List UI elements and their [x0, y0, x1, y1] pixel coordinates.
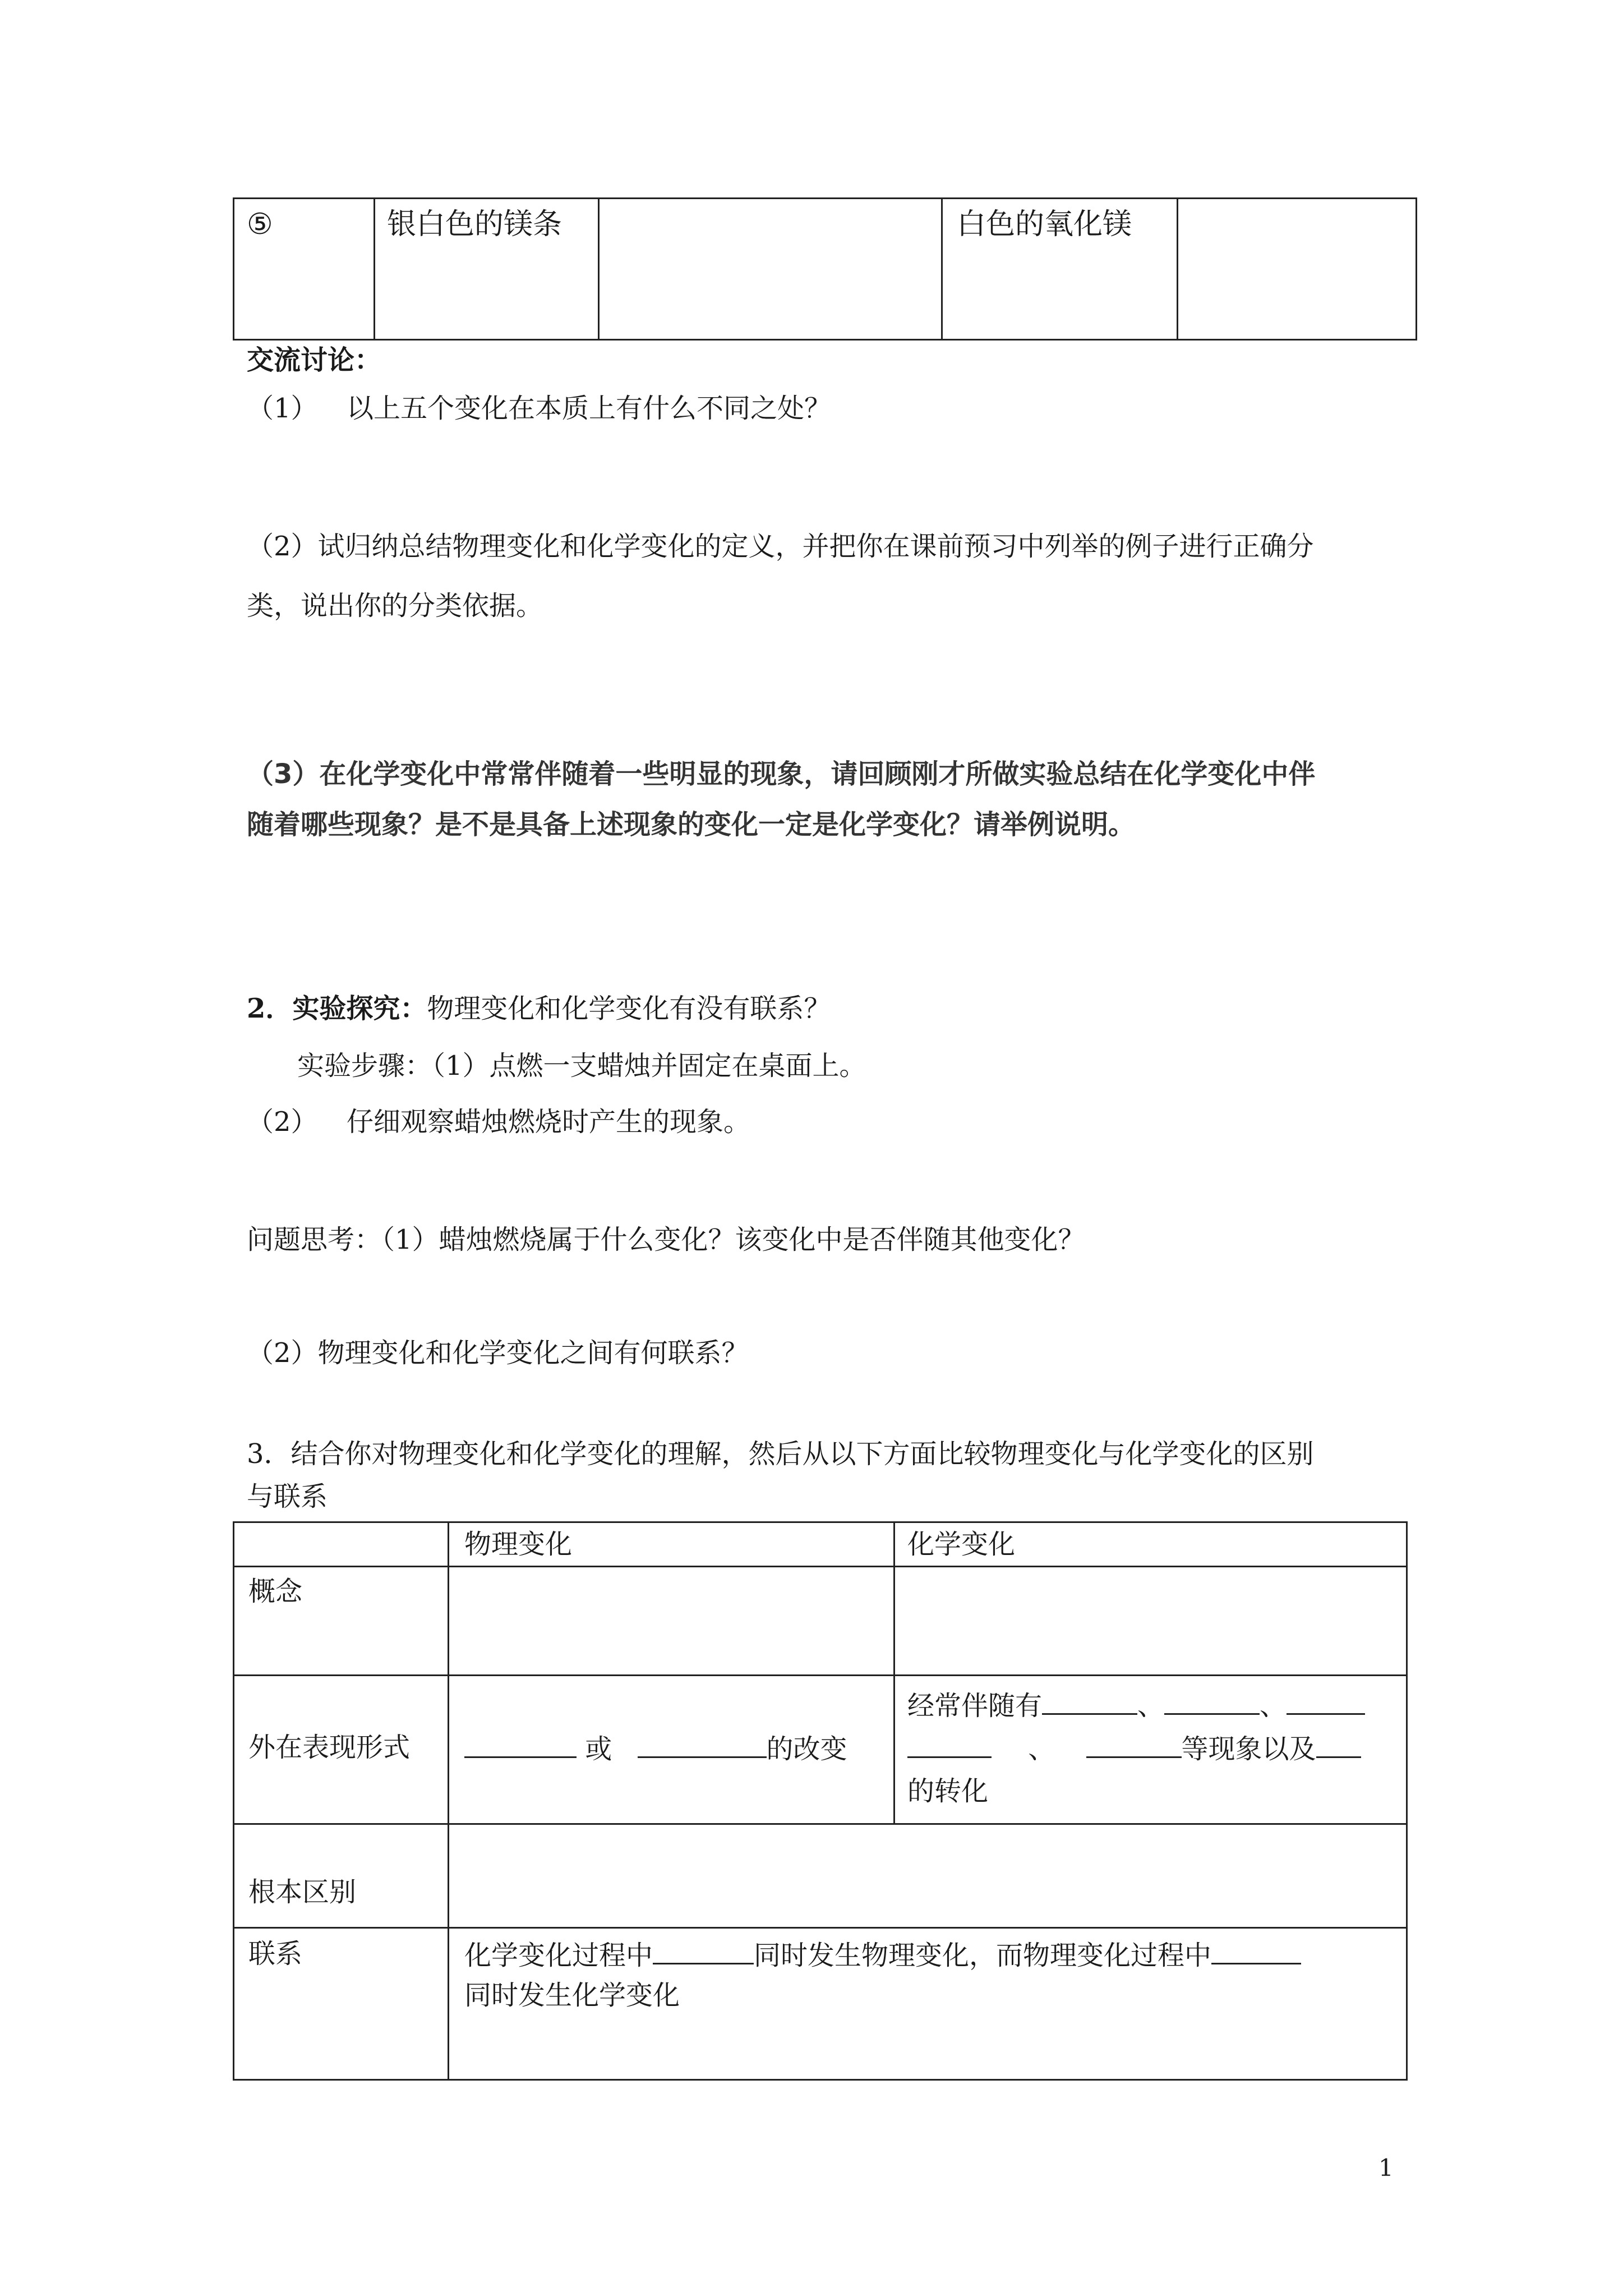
chemical-form-line-1	[907, 1687, 1365, 1723]
table-column-divider	[374, 199, 375, 339]
table-row-divider	[234, 1674, 1406, 1676]
section-2-title: 物理变化和化学变化有没有联系？	[427, 993, 831, 1024]
relation-part-1: 化学变化过程中	[464, 1940, 653, 1971]
row-label-difference: 根本区别	[248, 1876, 357, 1908]
fill-blank[interactable]	[638, 1731, 767, 1758]
separator: 、	[1260, 1690, 1287, 1722]
question-3-line-2: 随着哪些现象？是不是具备上述现象的变化一定是化学变化？请举例说明。	[247, 809, 1136, 840]
comparison-table	[233, 1521, 1408, 2081]
think-question-1: 问题思考：（1）蜡烛燃烧属于什么变化？该变化中是否伴随其他变化？	[247, 1224, 1085, 1255]
fill-blank[interactable]	[653, 1937, 754, 1964]
fill-blank[interactable]	[1164, 1687, 1260, 1715]
separator: 、	[1028, 1733, 1055, 1765]
table-column-divider	[893, 1523, 895, 1823]
page-number: 1	[1378, 2154, 1394, 2182]
fill-blank[interactable]	[1287, 1687, 1365, 1715]
question-3-line-1: （3）在化学变化中常常伴随着一些明显的现象，请回顾刚才所做实验总结在化学变化中伴	[247, 758, 1316, 790]
form-or: 或	[585, 1733, 612, 1765]
table-column-divider	[448, 1523, 449, 2079]
fill-blank[interactable]	[1086, 1731, 1182, 1758]
question-2-line-2: 类，说出你的分类依据。	[247, 590, 543, 622]
fill-blank[interactable]	[1211, 1937, 1301, 1964]
row-label-relation: 联系	[248, 1938, 303, 1970]
question-1-number: （1）	[247, 393, 318, 424]
section-3-intro-line-1: 3．结合你对物理变化和化学变化的理解，然后从以下方面比较物理变化与化学变化的区别	[247, 1438, 1314, 1470]
section-3-intro-line-2: 与联系	[247, 1481, 328, 1512]
chemical-form-line-3: 的转化	[907, 1775, 989, 1807]
fill-blank[interactable]	[907, 1731, 992, 1758]
chem-form-prefix: 经常伴随有	[907, 1690, 1043, 1722]
fill-blank[interactable]	[1042, 1687, 1137, 1715]
separator: 、	[1137, 1690, 1165, 1722]
row-label-concept: 概念	[248, 1576, 303, 1607]
fill-blank[interactable]	[1316, 1731, 1361, 1758]
substance-cell: 银白色的镁条	[387, 208, 562, 241]
section-2-heading	[247, 992, 831, 1025]
think-question-2: （2）物理变化和化学变化之间有何联系？	[247, 1337, 749, 1369]
form-change: 的改变	[766, 1733, 847, 1765]
experiment-step-1: 实验步骤：（1）点燃一支蜡烛并固定在桌面上。	[297, 1050, 866, 1082]
experiment-step-2-number: （2）	[247, 1106, 318, 1138]
table-row-divider	[234, 1927, 1406, 1929]
relation-part-2: 同时发生物理变化，而物理变化过程中	[754, 1940, 1212, 1971]
section-2-label: 2．实验探究：	[247, 993, 427, 1024]
chemical-form-line-2	[907, 1731, 1361, 1766]
experiment-step-2: 仔细观察蜡烛燃烧时产生的现象。	[347, 1106, 751, 1138]
row-label-form: 外在表现形式	[248, 1732, 411, 1763]
table-row-divider	[234, 1566, 1406, 1567]
relation-line-1	[464, 1937, 1301, 1972]
observation-table	[233, 197, 1417, 341]
header-chemical-change: 化学变化	[907, 1529, 1016, 1560]
chem-phenomena: 等现象以及	[1181, 1733, 1316, 1765]
table-column-divider	[1177, 199, 1178, 339]
question-1: 以上五个变化在本质上有什么不同之处？	[347, 393, 832, 424]
question-2-line-1: （2）试归纳总结物理变化和化学变化的定义，并把你在课前预习中列举的例子进行正确分	[247, 531, 1314, 562]
table-column-divider	[598, 199, 600, 339]
header-physical-change: 物理变化	[464, 1529, 573, 1560]
table-column-divider	[941, 199, 943, 339]
fill-blank[interactable]	[464, 1731, 577, 1758]
physical-form-text	[464, 1731, 847, 1766]
discussion-heading: 交流讨论：	[247, 344, 382, 376]
table-row-divider	[234, 1823, 1406, 1825]
product-cell: 白色的氧化镁	[957, 208, 1132, 241]
row-number: ⑤	[247, 208, 273, 241]
relation-line-2: 同时发生化学变化	[464, 1980, 680, 2011]
